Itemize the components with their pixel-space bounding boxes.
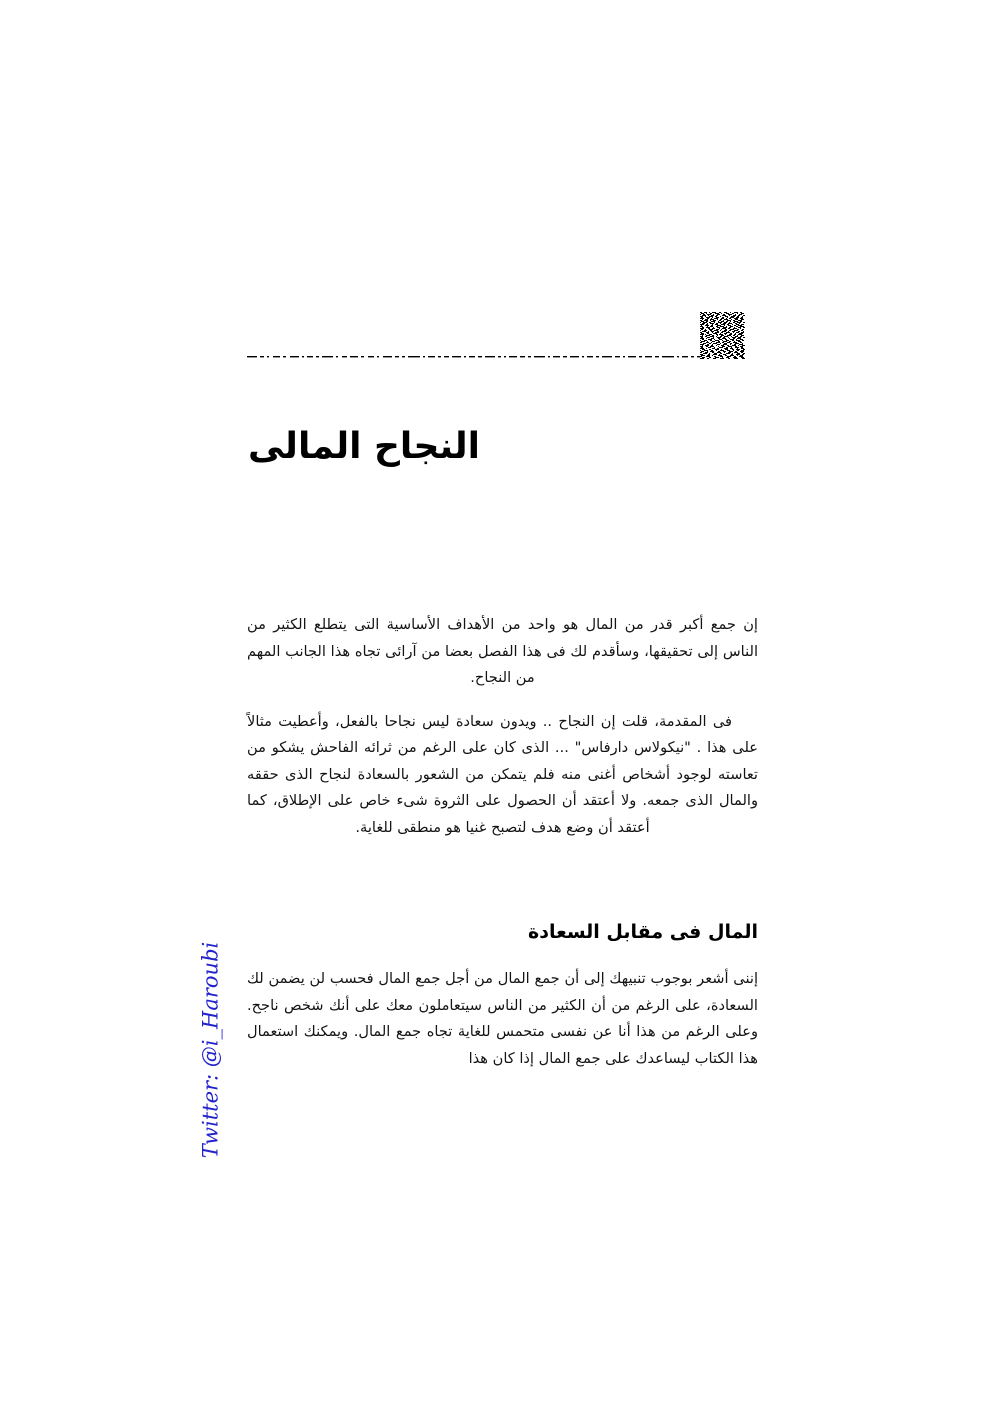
chapter-ornament-block-icon <box>700 312 745 359</box>
paragraph: إن جمع أكبر قدر من المال هو واحد من الأهداف الأساسية التى يتطلع الكثير من الناس إلى تحقيقها، وسأقدم لك فى هذا الفصل بعضا من آرائى تجاه هذا الجانب المهم من النجاح. <box>247 616 758 686</box>
paragraph: فى المقدمة، قلت إن النجاح .. ويدون سعادة ليس نجاحا بالفعل، وأعطيت مثالاً على هذا . "نيكولاس دارفاس" ... الذى كان على الرغم من ثرائه الفاحش يشكو من تعاسته لوجود أشخاص أغنى منه فلم يتمكن من الشعور بالسعادة لنجاح الذى حققه والمال الذى جمعه. ولا أعتقد أن الحصول على الثروة شىء خاص على الإطلاق، كما أعتقد أن وضع هدف لتصبح غنيا هو منطقى للغاية. <box>247 712 758 836</box>
watermark-text: Twitter: @i_Haroubi <box>198 941 223 1159</box>
intro-body <box>247 612 758 841</box>
section-body <box>247 966 758 1072</box>
chapter-title: النجاح المالى <box>248 426 480 467</box>
paragraph: إننى أشعر بوجوب تنبيهك إلى أن جمع المال من أجل جمع المال فحسب لن يضمن لك السعادة، على الرغم من أن الكثير من الناس سيتعاملون معك على أنك شخص ناجح. وعلى الرغم من هذا أنا عن نفسى متحمس للغاية تجاه جمع المال. ويمكنك استعمال هذا الكتاب ليساعدك على جمع المال إذا كان هذا <box>247 970 758 1067</box>
chapter-header <box>247 308 745 360</box>
dashed-rule-icon <box>247 355 702 358</box>
watermark <box>198 941 223 1159</box>
section-heading: المال فى مقابل السعادة <box>528 921 758 943</box>
